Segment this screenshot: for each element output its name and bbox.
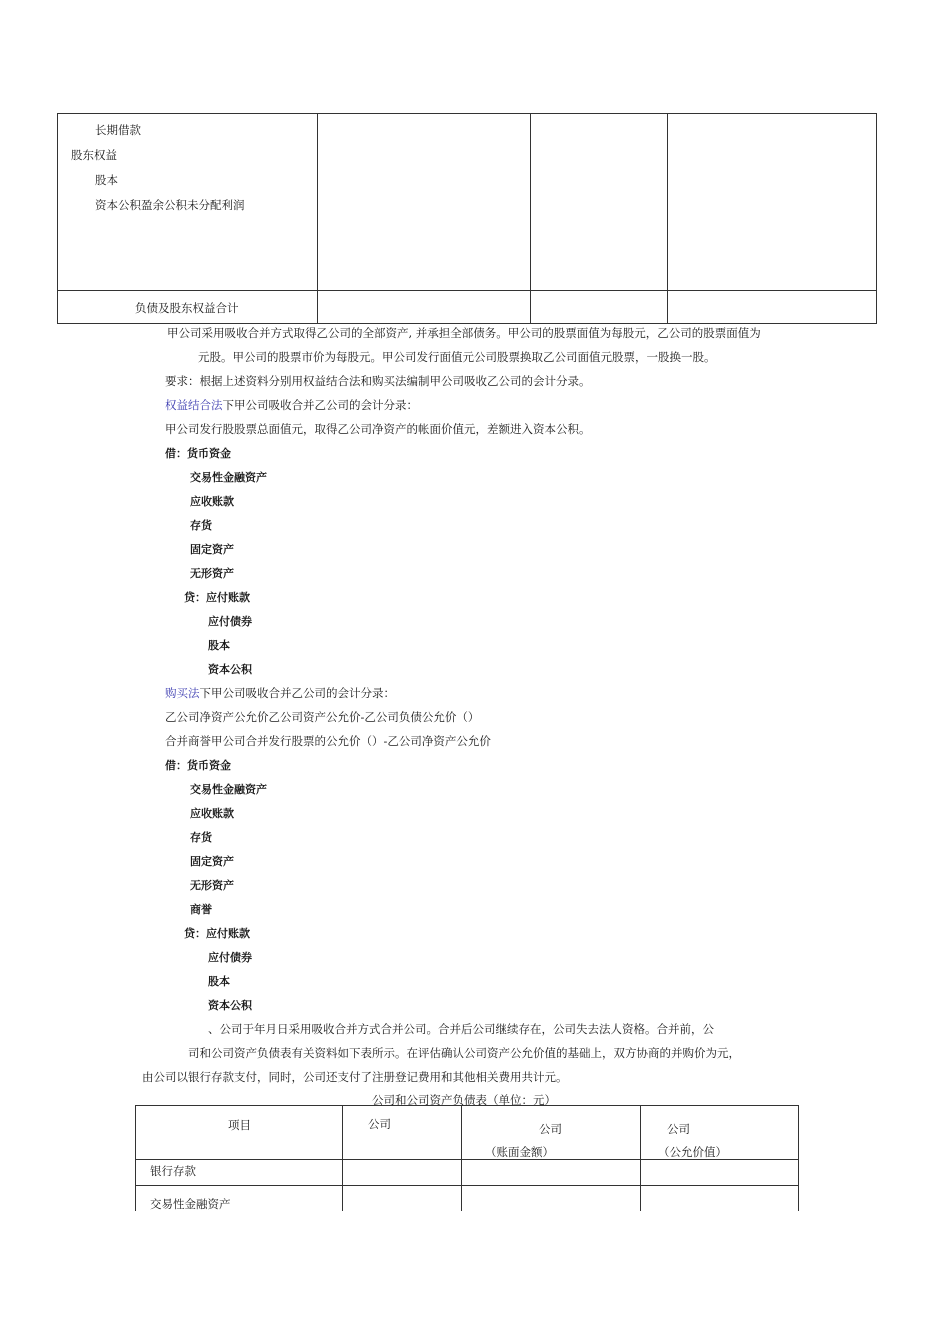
balance-sheet-table-top (57, 113, 877, 324)
credit-item: 资本公积 (208, 999, 252, 1012)
credit-item: 应付债券 (208, 615, 252, 628)
table-caption: 公司和公司资产负债表（单位：元） (372, 1093, 556, 1107)
table-divider (317, 114, 318, 323)
debit-item: 交易性金融资产 (190, 471, 267, 484)
column-header-company-b: 公司 (539, 1122, 562, 1136)
paragraph: 、公司于年月日采用吸收合并方式合并公司。合并后公司继续存在，公司失去法人资格。合并前，公 (208, 1022, 714, 1036)
table-divider (667, 114, 668, 323)
balance-sheet-table-bottom (135, 1105, 799, 1211)
paragraph: 元股。甲公司的股票市价为每股元。甲公司发行面值元公司股票换取乙公司面值元股票，一股换一股。 (198, 350, 716, 364)
row-label: 长期借款 (95, 123, 141, 137)
paragraph: 甲公司采用吸收合并方式取得乙公司的全部资产, 并承担全部债务。甲公司的股票面值为每股元，乙公司的股票面值为 (167, 326, 761, 340)
debit-item: 固定资产 (190, 855, 234, 868)
paragraph: 合并商誉甲公司合并发行股票的公允价（）-乙公司净资产公允价 (165, 734, 491, 748)
debit-item: 无形资产 (190, 879, 234, 892)
paragraph: 甲公司发行股股票总面值元，取得乙公司净资产的帐面价值元，差额进入资本公积。 (165, 422, 591, 436)
paragraph: 司和公司资产负债表有关资料如下表所示。在评估确认公司资产公允价值的基础上，双方协商的并购价为元， (188, 1046, 740, 1060)
row-label: 股本 (95, 173, 118, 187)
total-row-label: 负债及股东权益合计 (135, 301, 239, 315)
debit-item: 存货 (190, 831, 212, 844)
debit-item: 固定资产 (190, 543, 234, 556)
row-label: 股东权益 (71, 148, 117, 162)
paragraph: 购买法下甲公司吸收合并乙公司的会计分录： (165, 686, 395, 700)
credit-item: 应付债券 (208, 951, 252, 964)
credit-item: 资本公积 (208, 663, 252, 676)
paragraph: 由公司以银行存款支付，同时，公司还支付了注册登记费用和其他相关费用共计元。 (142, 1070, 568, 1084)
debit-item: 无形资产 (190, 567, 234, 580)
credit-line: 贷：应付账款 (184, 927, 250, 940)
credit-line: 贷：应付账款 (184, 591, 250, 604)
column-header-company-a: 公司 (368, 1117, 391, 1131)
table-divider (530, 114, 531, 323)
pooling-method-link[interactable]: 权益结合法 (165, 398, 223, 412)
purchase-method-link[interactable]: 购买法 (165, 686, 200, 700)
debit-item: 应收账款 (190, 495, 234, 508)
column-header-book-value: （账面金额） (485, 1145, 554, 1159)
credit-item: 股本 (208, 639, 230, 652)
paragraph: 要求：根据上述资料分别用权益结合法和购买法编制甲公司吸收乙公司的会计分录。 (165, 374, 591, 388)
table-divider (136, 1185, 798, 1186)
column-header-company-c: 公司 (667, 1122, 690, 1136)
debit-item: 存货 (190, 519, 212, 532)
paragraph: 权益结合法下甲公司吸收合并乙公司的会计分录： (165, 398, 418, 412)
column-header-fair-value: （公允价值） (658, 1145, 727, 1159)
debit-line: 借：货币资金 (165, 447, 231, 460)
debit-item: 交易性金融资产 (190, 783, 267, 796)
column-header-item: 项目 (228, 1118, 251, 1132)
debit-item: 商誉 (190, 903, 212, 916)
paragraph: 乙公司净资产公允价乙公司资产公允价-乙公司负债公允价（） (165, 710, 480, 724)
debit-line: 借：货币资金 (165, 759, 231, 772)
row-label: 交易性金融资产 (150, 1197, 231, 1211)
table-divider (58, 290, 876, 291)
row-label: 银行存款 (150, 1164, 196, 1178)
row-label: 资本公积盈余公积未分配利润 (95, 198, 245, 212)
debit-item: 应收账款 (190, 807, 234, 820)
credit-item: 股本 (208, 975, 230, 988)
